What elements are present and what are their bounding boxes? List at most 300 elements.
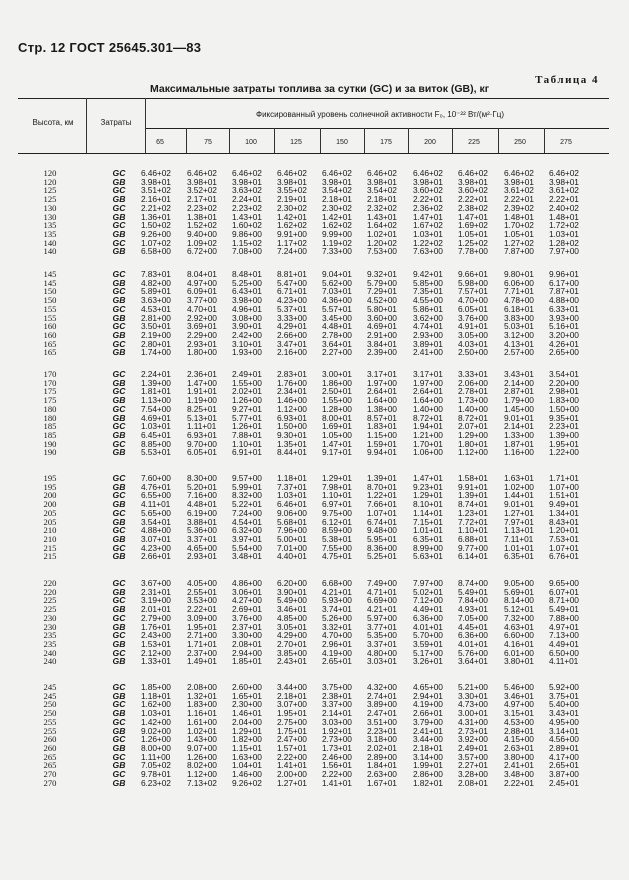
value-cell: 2.79+00 [141,612,171,623]
value-cell: 3.90+01 [232,321,262,332]
value-cell: 1.67+02 [413,220,443,231]
value-cell: 9.26+02 [232,777,262,788]
value-cell: 4.74+01 [413,321,443,332]
value-cell: 5.37+01 [277,303,307,314]
value-cell: 2.60+00 [232,682,262,692]
altitude-cell: 125 [43,185,57,196]
value-cell: 1.47+00 [187,377,217,388]
value-cell: 3.46+01 [277,604,307,615]
value-cell: 7.88+00 [549,612,579,623]
value-cell: 3.26+01 [413,656,443,667]
value-cell: 2.49+01 [232,369,262,379]
value-cell: 2.21+02 [141,202,171,213]
value-cell: 4.71+01 [367,586,397,597]
altitude-column-header: Высота, км [32,118,74,127]
altitude-cell: 190 [43,438,57,449]
value-cell: 3.54+01 [549,369,579,379]
value-cell: 9.40+00 [187,228,217,239]
value-cell: 4.40+01 [277,551,307,562]
value-cell: 2.64+01 [367,386,397,397]
value-cell: 8.10+01 [413,499,443,510]
value-cell: 2.07+01 [458,421,488,432]
value-cell: 9.80+01 [504,269,534,279]
value-cell: 2.86+00 [413,769,443,779]
cost-type-cell: GC [112,237,126,248]
value-cell: 7.16+00 [187,490,217,501]
value-cell: 2.81+00 [141,312,171,323]
altitude-cell: 135 [43,228,57,239]
altitude-cell: 235 [43,630,57,641]
value-cell: 8.48+01 [232,269,262,279]
value-cell: 1.15+00 [367,429,397,440]
value-cell: 9.35+01 [549,412,579,423]
value-cell: 2.83+01 [277,369,307,379]
value-cell: 6.71+01 [277,286,307,297]
value-cell: 4.95+00 [549,716,579,727]
cost-type-cell: GC [112,769,126,779]
altitude-cell: 170 [43,369,57,379]
value-cell: 1.83+00 [549,395,579,406]
value-cell: 7.78+00 [458,246,488,257]
value-cell: 4.70+01 [187,303,217,314]
value-cell: 5.13+01 [187,412,217,423]
value-cell: 9.48+00 [367,525,397,536]
value-cell: 1.43+01 [367,211,397,222]
value-cell: 1.99+01 [413,760,443,771]
value-cell: 9.86+00 [232,228,262,239]
value-cell: 6.46+01 [277,499,307,510]
value-cell: 3.64+01 [458,656,488,667]
value-cell: 1.38+00 [367,403,397,414]
value-cell: 2.41+00 [413,347,443,358]
value-cell: 1.15+02 [232,237,262,248]
value-cell: 1.46+01 [232,708,262,719]
value-cell: 2.65+00 [549,347,579,358]
value-cell: 3.84+01 [367,338,397,349]
value-cell: 6.58+00 [141,246,171,257]
value-cell: 6.17+00 [549,277,579,288]
value-cell: 3.89+01 [413,338,443,349]
value-cell: 3.59+01 [413,638,443,649]
cost-type-cell: GB [112,621,126,632]
value-cell: 3.28+00 [458,769,488,779]
cost-type-cell: GC [112,490,126,501]
value-cell: 3.64+01 [322,338,352,349]
value-cell: 1.26+00 [187,751,217,762]
value-cell: 5.02+01 [413,586,443,597]
value-cell: 3.98+01 [504,176,534,187]
value-cell: 1.01+01 [504,542,534,553]
value-cell: 2.93+00 [413,329,443,340]
value-cell: 3.20+00 [549,329,579,340]
value-cell: 5.80+01 [367,303,397,314]
value-cell: 6.35+01 [504,551,534,562]
value-cell: 3.87+00 [549,769,579,779]
value-cell: 4.82+00 [141,277,171,288]
value-cell: 6.74+01 [367,516,397,527]
value-cell: 7.33+00 [322,246,352,257]
value-cell: 2.78+01 [458,386,488,397]
value-cell: 7.87+00 [504,246,534,257]
value-cell: 4.73+00 [458,699,488,710]
value-cell: 7.32+00 [504,612,534,623]
value-cell: 3.48+00 [504,769,534,779]
value-cell: 2.18+01 [322,194,352,205]
value-cell: 8.02+00 [187,760,217,771]
value-cell: 1.64+02 [367,220,397,231]
value-cell: 7.97+01 [504,516,534,527]
altitude-cell: 250 [43,699,57,710]
value-cell: 1.15+01 [232,742,262,753]
altitude-cell: 245 [43,682,57,692]
solar-level-header: 175 [380,139,392,146]
value-cell: 1.91+01 [187,386,217,397]
value-cell: 6.93+01 [277,412,307,423]
value-cell: 2.80+01 [141,338,171,349]
altitude-cell: 225 [43,604,57,615]
value-cell: 6.23+02 [141,777,171,788]
value-cell: 2.22+01 [504,194,534,205]
value-cell: 2.22+01 [187,604,217,615]
cost-type-cell: GB [112,429,126,440]
value-cell: 6.68+00 [322,578,352,588]
altitude-cell: 240 [43,656,57,667]
cost-type-cell: GC [112,507,126,518]
value-cell: 5.38+01 [322,533,352,544]
value-cell: 4.19+00 [322,647,352,658]
value-cell: 2.55+01 [187,586,217,597]
cost-type-cell: GB [112,725,126,736]
value-cell: 3.63+02 [232,185,262,196]
value-cell: 2.40+02 [549,202,579,213]
value-cell: 4.52+00 [367,295,397,306]
value-cell: 1.61+00 [187,716,217,727]
value-cell: 1.19+00 [187,395,217,406]
level-column-divider [498,128,499,153]
cost-type-cell: GB [112,347,126,358]
cost-type-cell: GC [112,699,126,710]
value-cell: 7.96+00 [277,525,307,536]
cost-type-cell: GC [112,438,126,449]
value-cell: 7.37+01 [277,481,307,492]
value-cell: 5.25+01 [367,551,397,562]
value-cell: 2.73+01 [458,725,488,736]
value-cell: 2.08+01 [458,777,488,788]
altitude-cell: 135 [43,220,57,231]
value-cell: 1.07+01 [549,542,579,553]
altitude-cell: 165 [43,347,57,358]
value-cell: 1.39+01 [367,473,397,483]
value-cell: 2.41+01 [413,725,443,736]
value-cell: 1.97+00 [413,377,443,388]
value-cell: 9.26+00 [141,228,171,239]
value-cell: 2.70+01 [277,638,307,649]
value-cell: 3.37+01 [367,638,397,649]
altitude-cell: 180 [43,412,57,423]
value-cell: 2.50+01 [322,386,352,397]
value-cell: 1.14+01 [413,507,443,518]
value-cell: 8.59+00 [322,525,352,536]
value-cell: 1.63+01 [504,473,534,483]
value-cell: 7.97+00 [413,578,443,588]
value-cell: 3.67+00 [141,578,171,588]
cost-type-cell: GB [112,481,126,492]
value-cell: 6.46+02 [504,168,534,178]
value-cell: 6.46+02 [322,168,352,178]
altitude-cell: 205 [43,516,57,527]
value-cell: 1.94+01 [413,421,443,432]
value-cell: 3.83+00 [504,312,534,323]
cost-type-cell: GB [112,656,126,667]
value-cell: 1.10+01 [322,490,352,501]
value-cell: 9.17+01 [322,447,352,458]
value-cell: 1.11+00 [141,751,171,762]
cost-type-cell: GB [112,194,126,205]
value-cell: 1.02+01 [187,725,217,736]
value-cell: 2.16+01 [141,194,171,205]
value-cell: 9.70+00 [187,438,217,449]
cost-type-cell: GB [112,516,126,527]
value-cell: 3.98+01 [187,176,217,187]
value-cell: 4.86+00 [232,578,262,588]
cost-type-cell: GB [112,295,126,306]
altitude-cell: 265 [43,760,57,771]
value-cell: 1.03+01 [277,490,307,501]
value-cell: 1.56+01 [322,760,352,771]
value-cell: 4.93+01 [458,604,488,615]
value-cell: 8.72+01 [458,412,488,423]
value-cell: 3.44+00 [277,682,307,692]
altitude-cell: 245 [43,690,57,701]
value-cell: 3.51+00 [367,716,397,727]
value-cell: 3.54+02 [367,185,397,196]
value-cell: 3.79+00 [413,716,443,727]
altitude-cell: 220 [43,578,57,588]
value-cell: 2.36+02 [413,202,443,213]
value-cell: 4.70+00 [458,295,488,306]
value-cell: 1.29+01 [232,725,262,736]
value-cell: 5.17+00 [413,647,443,658]
value-cell: 5.79+00 [367,277,397,288]
value-cell: 4.27+00 [232,595,262,606]
value-cell: 2.18+01 [277,690,307,701]
value-cell: 1.80+01 [458,438,488,449]
value-cell: 6.88+01 [458,533,488,544]
value-cell: 3.63+00 [141,295,171,306]
value-cell: 3.37+00 [322,699,352,710]
value-cell: 5.26+00 [322,612,352,623]
value-cell: 1.57+01 [277,742,307,753]
cost-type-cell: GB [112,211,126,222]
value-cell: 3.77+00 [187,295,217,306]
value-cell: 2.22+01 [549,194,579,205]
value-cell: 9.07+00 [187,742,217,753]
value-cell: 7.84+00 [458,595,488,606]
altitude-cell: 225 [43,595,57,606]
value-cell: 4.29+00 [277,630,307,641]
value-cell: 7.11+01 [504,533,534,544]
value-cell: 1.41+01 [277,760,307,771]
value-cell: 3.97+01 [232,533,262,544]
value-cell: 8.81+01 [277,269,307,279]
value-cell: 4.45+01 [458,621,488,632]
value-cell: 6.18+01 [504,303,534,314]
level-column-divider [274,128,275,153]
value-cell: 3.92+00 [458,734,488,745]
value-cell: 1.42+00 [141,716,171,727]
cost-type-cell: GC [112,421,126,432]
value-cell: 2.39+02 [504,202,534,213]
value-cell: 6.19+00 [187,507,217,518]
altitude-cell: 175 [43,386,57,397]
solar-level-header: 100 [245,139,257,146]
value-cell: 6.35+01 [413,533,443,544]
altitude-cell: 155 [43,303,57,314]
value-cell: 2.22+00 [277,751,307,762]
value-cell: 1.33+00 [504,429,534,440]
value-cell: 2.47+01 [367,708,397,719]
value-cell: 1.26+00 [232,395,262,406]
value-cell: 4.21+01 [322,586,352,597]
value-cell: 6.14+01 [458,551,488,562]
solar-level-header: 75 [204,139,212,146]
value-cell: 3.03+01 [367,656,397,667]
value-cell: 3.75+01 [549,690,579,701]
value-cell: 1.03+01 [413,228,443,239]
value-cell: 8.72+01 [413,412,443,423]
altitude-cell: 170 [43,377,57,388]
value-cell: 2.64+01 [413,386,443,397]
altitude-cell: 155 [43,312,57,323]
value-cell: 4.13+01 [504,338,534,349]
altitude-cell: 160 [43,321,57,332]
value-cell: 5.57+01 [322,303,352,314]
value-cell: 5.95+01 [367,533,397,544]
value-cell: 3.15+01 [504,708,534,719]
value-cell: 3.19+00 [141,595,171,606]
value-cell: 2.50+00 [458,347,488,358]
altitude-cell: 200 [43,490,57,501]
value-cell: 9.02+00 [141,725,171,736]
value-cell: 5.63+01 [413,551,443,562]
value-cell: 3.98+01 [141,176,171,187]
cost-type-cell: GC [112,647,126,658]
solar-level-header: 150 [336,139,348,146]
value-cell: 5.16+01 [549,321,579,332]
altitude-cell: 265 [43,751,57,762]
value-cell: 6.05+01 [458,303,488,314]
value-cell: 1.20+01 [549,525,579,536]
value-cell: 3.98+01 [322,176,352,187]
cost-type-cell: GC [112,682,126,692]
value-cell: 5.49+01 [549,604,579,615]
value-cell: 5.65+00 [141,507,171,518]
value-cell: 2.65+01 [549,760,579,771]
value-cell: 6.93+01 [187,429,217,440]
value-cell: 1.11+01 [187,421,217,432]
value-cell: 6.09+01 [187,286,217,297]
value-cell: 1.72+02 [549,220,579,231]
value-cell: 7.60+00 [141,473,171,483]
value-cell: 1.21+00 [413,429,443,440]
value-cell: 7.05+00 [458,612,488,623]
value-cell: 2.31+01 [141,586,171,597]
value-cell: 1.32+01 [187,690,217,701]
value-cell: 2.06+00 [458,377,488,388]
altitude-cell: 255 [43,716,57,727]
value-cell: 8.00+00 [141,742,171,753]
altitude-cell: 160 [43,329,57,340]
value-cell: 6.43+01 [232,286,262,297]
altitude-cell: 210 [43,525,57,536]
value-cell: 3.98+01 [367,176,397,187]
value-cell: 4.53+01 [141,303,171,314]
value-cell: 1.18+01 [277,473,307,483]
value-cell: 2.23+01 [549,421,579,432]
cost-type-cell: GC [112,578,126,588]
value-cell: 1.74+00 [141,347,171,358]
value-cell: 9.91+01 [458,481,488,492]
value-cell: 4.65+00 [413,682,443,692]
value-cell: 2.38+01 [322,690,352,701]
value-cell: 2.08+01 [232,638,262,649]
value-cell: 5.54+00 [232,542,262,553]
value-cell: 2.46+00 [322,751,352,762]
value-cell: 3.14+01 [549,725,579,736]
value-cell: 1.59+01 [367,438,397,449]
table-row [18,657,613,666]
cost-type-cell: GC [112,473,126,483]
value-cell: 4.63+01 [504,621,534,632]
value-cell: 3.60+02 [458,185,488,196]
value-cell: 4.75+01 [322,551,352,562]
value-cell: 1.35+01 [277,438,307,449]
cost-type-cell: GB [112,604,126,615]
value-cell: 1.82+00 [232,734,262,745]
value-cell: 1.10+01 [232,438,262,449]
value-cell: 3.03+00 [322,716,352,727]
value-cell: 1.69+02 [458,220,488,231]
value-cell: 9.01+01 [504,412,534,423]
value-cell: 3.98+01 [232,176,262,187]
value-cell: 2.63+01 [504,742,534,753]
value-cell: 1.47+01 [413,211,443,222]
value-cell: 2.22+01 [504,777,534,788]
value-cell: 2.88+01 [504,725,534,736]
value-cell: 7.97+00 [549,246,579,257]
value-cell: 3.61+02 [549,185,579,196]
table-row [18,552,613,561]
value-cell: 4.48+01 [187,499,217,510]
value-cell: 4.78+00 [504,295,534,306]
value-cell: 9.66+01 [458,269,488,279]
value-cell: 1.76+01 [141,621,171,632]
altitude-cell: 150 [43,286,57,297]
level-column-divider [452,128,453,153]
value-cell: 1.22+00 [549,447,579,458]
value-cell: 8.04+01 [187,269,217,279]
cost-type-cell: GC [112,321,126,332]
value-cell: 7.15+01 [413,516,443,527]
value-cell: 2.23+02 [232,202,262,213]
altitude-cell: 250 [43,708,57,719]
value-cell: 1.44+01 [504,490,534,501]
value-cell: 5.86+01 [413,303,443,314]
value-cell: 4.19+00 [413,699,443,710]
value-cell: 2.92+00 [187,312,217,323]
value-cell: 3.10+01 [232,338,262,349]
value-cell: 9.57+00 [232,473,262,483]
